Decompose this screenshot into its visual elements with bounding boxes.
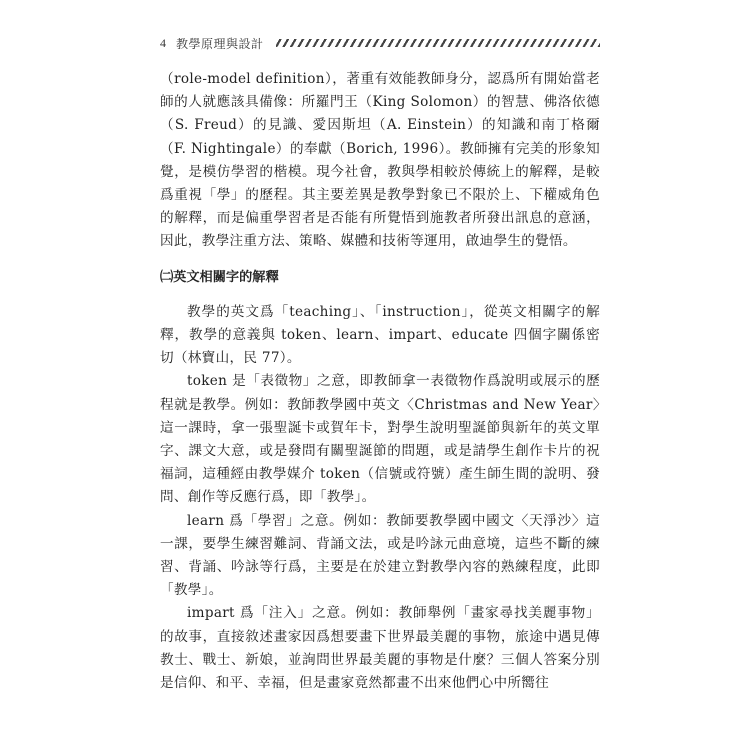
header-decorative-rule [276,39,600,47]
book-title: 教學原理與設計 [176,36,264,51]
body-text [160,68,600,695]
paragraph-impart: impart 爲「注入」之意。例如：教師舉例「畫家尋找美麗事物」的故事，直接敘述畫家因爲想要畫下世界最美麗的事物，旅途中遇見傳教士、戰士、新娘，並詢問世界最美麗的事物是什麼？三個人答案分別是信仰、和平、幸福，但是畫家竟然都畫不出來他們心中所嚮往 [160,605,600,692]
paragraph-english-words: 教學的英文爲「teaching」、「instruction」，從英文相關字的解釋，教學的意義與 token、learn、impart、educate 四個字關係密切（林寶山，民 77）。 [160,303,600,367]
page-number: 4 [160,35,166,50]
section-heading: ㈡英文相關字的解釋 [160,269,279,285]
paragraph-learn: learn 爲「學習」之意。例如：教師要教學國中國文〈天淨沙〉這一課，要學生練習難詞、背誦文法，或是吟詠元曲意境，這些不斷的練習、背誦、吟詠等行爲，主要是在於建立對教學內容的熟練程度，此即「教學」。 [160,512,600,599]
paragraph-role-model: （role-model definition），著重有效能教師身分，認爲所有開始當老師的人就應該具備像：所羅門王（King Solomon）的智慧、佛洛依德（S. Freud）的見識、愛因斯坦（A. Einstein）的知識和南丁格爾（F. Nightingale）的奉獻（Borich, 1996）。教師擁有完美的形象知覺，是模仿學習的楷模。現今社會，教與學相較於傳統上的解釋，是較爲重視「學」的歷程。其主要差異是教學對象已不限於上、下權威角色的解釋，而是偏重學習者是否能有所覺悟到施教者所發出訊息的意涵，因此，教學注重方法、策略、媒體和技術等運用，啟迪學生的覺悟。 [160,71,600,250]
running-header [160,33,600,53]
paragraph-token: token 是「表徵物」之意，即教師拿一表徵物作爲說明或展示的歷程就是教學。例如：教師教學國中英文〈Christmas and New Year〉這一課時，拿一張聖誕卡或賀年卡，對學生說明聖誕節與新年的英文單字、課文大意，或是發問有關聖誕節的問題，或是請學生創作卡片的祝福詞，這種經由教學媒介 token（信號或符號）產生師生間的說明、發問、創作等反應行爲，即「教學」。 [160,373,600,506]
